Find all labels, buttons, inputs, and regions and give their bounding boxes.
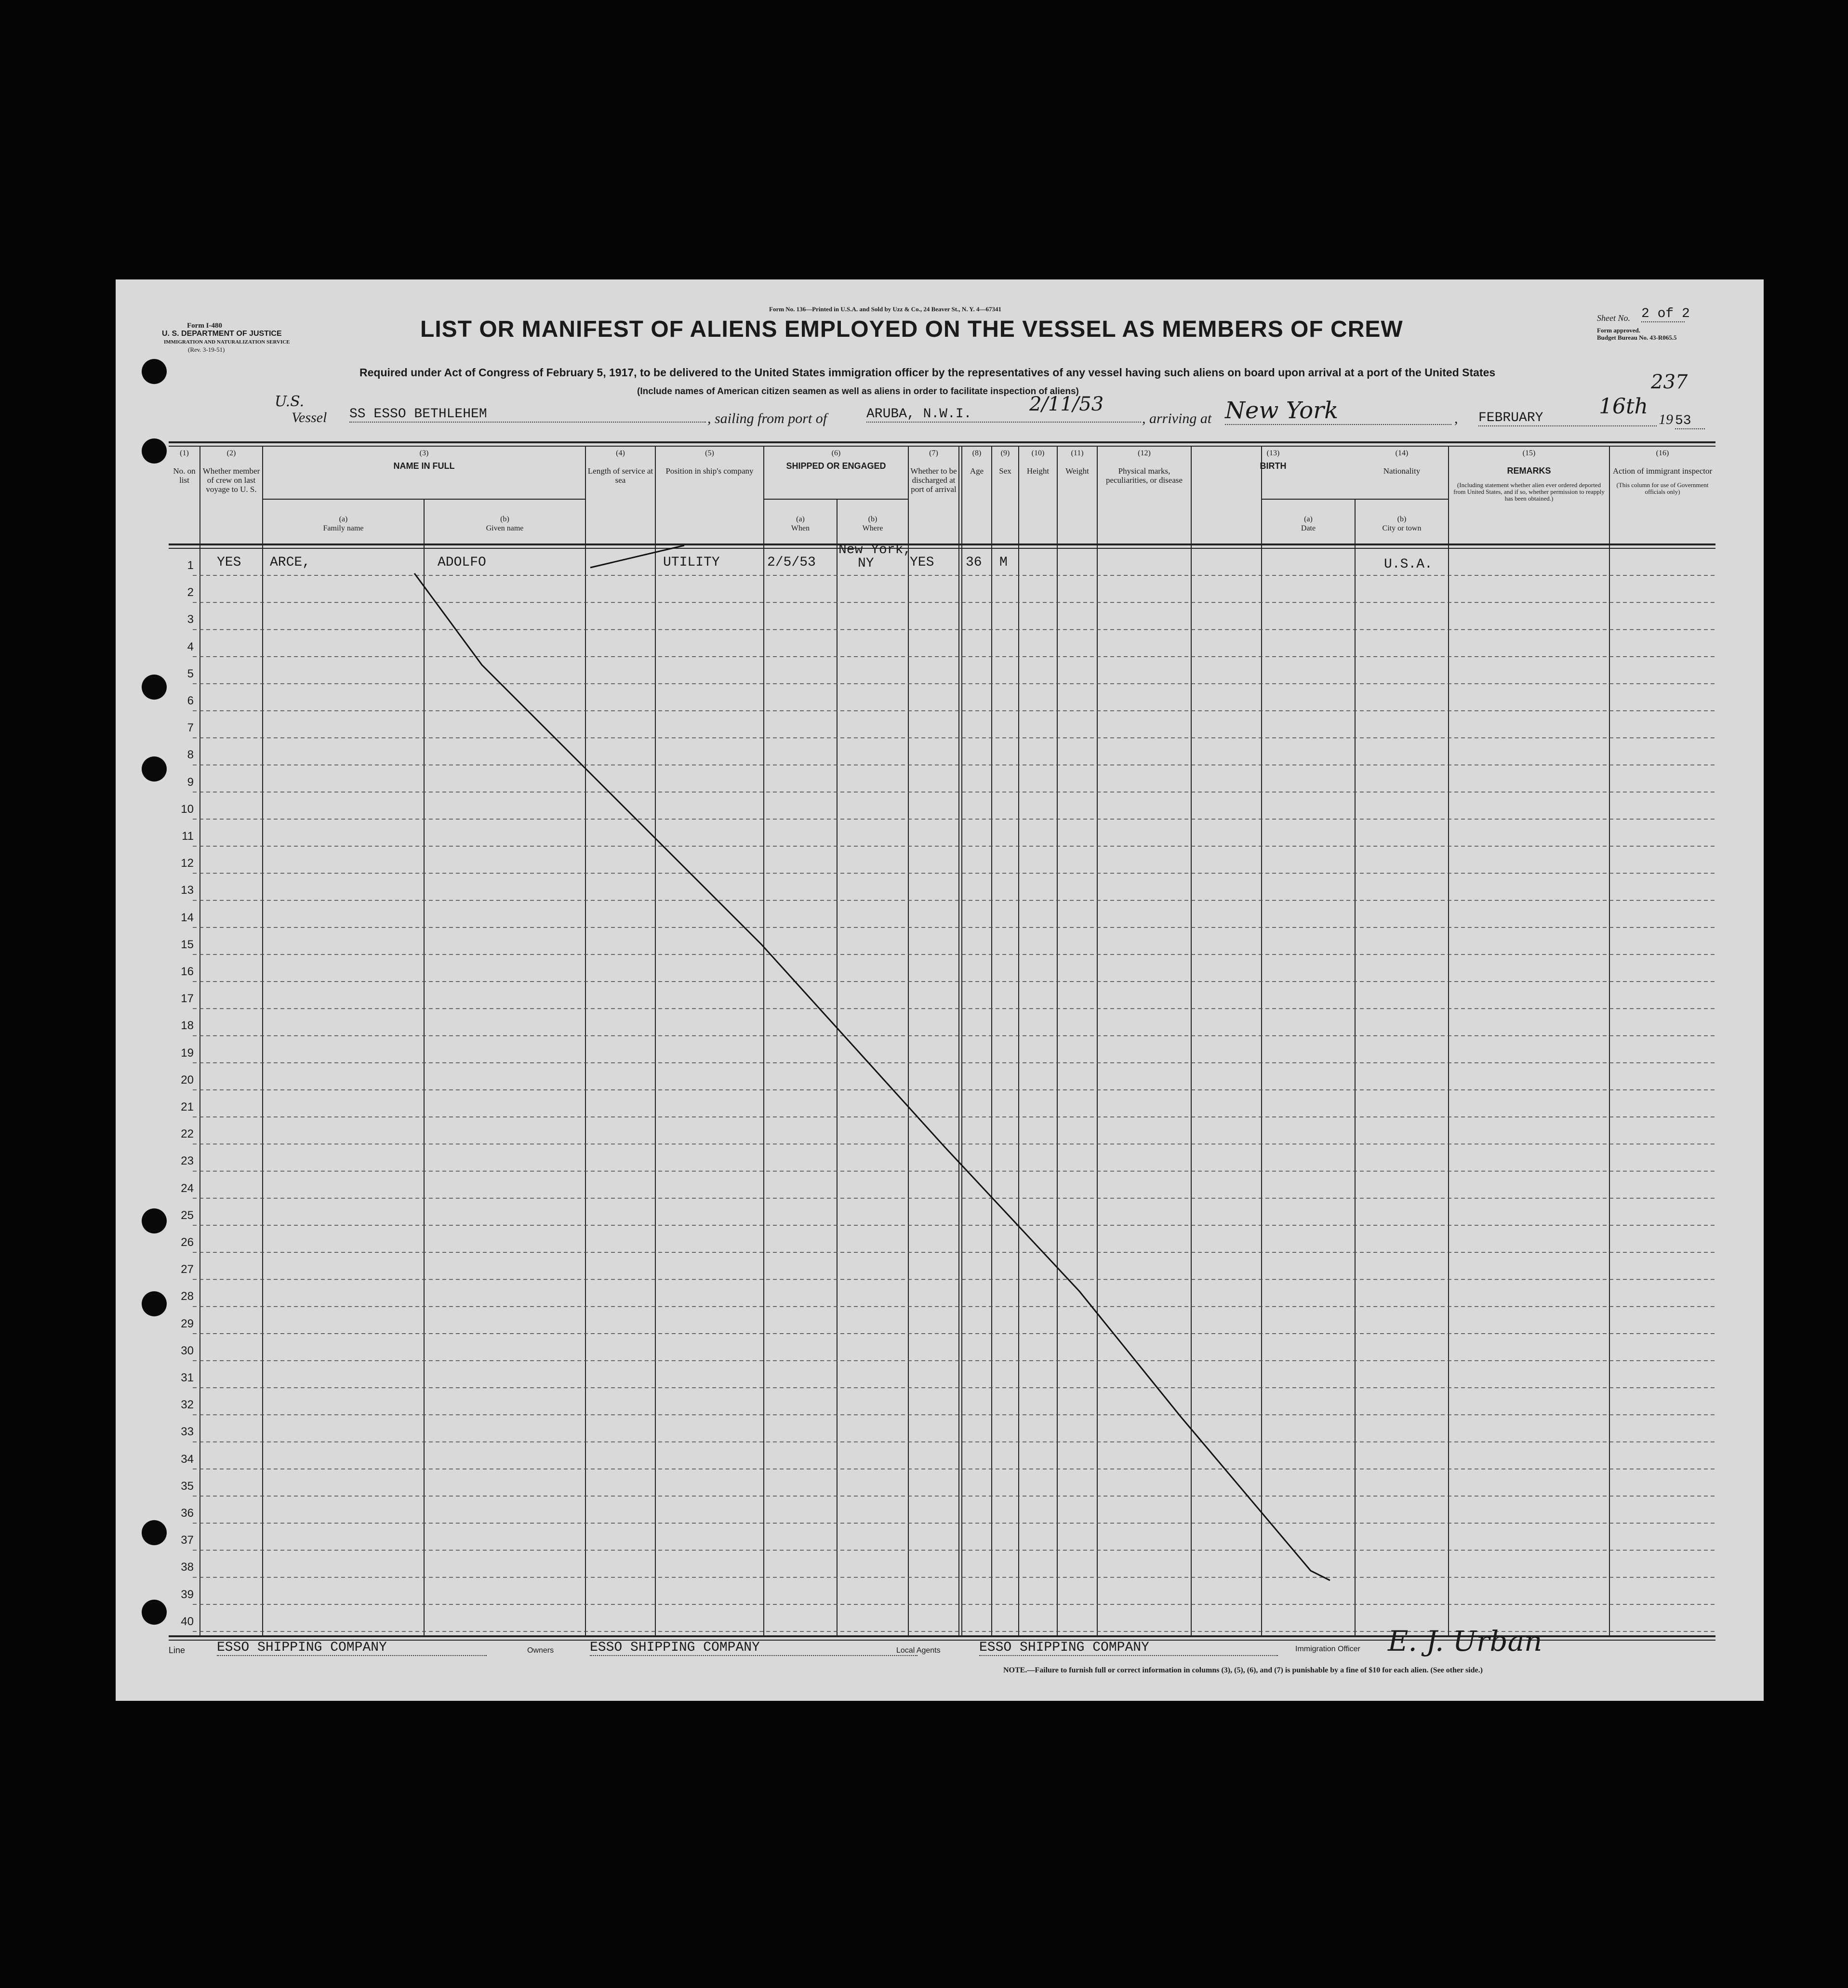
position-cell: UTILITY (663, 555, 720, 570)
row-number: 8 (187, 748, 194, 762)
sheet-number: 2 of 2 (1641, 306, 1690, 321)
sheet-label: Sheet No. (1597, 313, 1630, 323)
row-number: 40 (181, 1615, 194, 1628)
column-number: (16) (1656, 449, 1669, 457)
column-header: SHIPPED OR ENGAGED (786, 461, 886, 471)
column-header: Whether member of crew on last voyage to U. S. (202, 466, 260, 494)
column-header: Sex (999, 466, 1011, 476)
printer-line: Form No. 136—Printed in U.S.A. and Sold by Uzz & Co., 24 Beaver St., N. Y. 4—67341 (769, 305, 1001, 313)
row-number: 20 (181, 1073, 194, 1087)
column-header: Physical marks, peculiarities, or disease (1105, 466, 1183, 485)
row-number: 14 (181, 911, 194, 924)
row-number: 3 (187, 613, 194, 626)
row-number: 38 (181, 1561, 194, 1574)
manifest-sheet: Form I-480 U. S. DEPARTMENT OF JUSTICE IMMIGRATION AND NATURALIZATION SERVICE (Rev. 3-19-51) Form No. 136—Printed in U.S.A. and Sold by Uzz & Co., 24 Beaver St., N. Y. 4—67341 LIST OR MANIFEST OF ALIENS EMPLOYED ON THE VESSEL AS MEMBERS OF CREW Sheet No. 2 of 2 Form approved. Budget Bureau No. 43-R065.5 237 Required under Act of Congress of February 5, 1917, to be delivered to the United States immigration officer by the representatives of any vessel having such aliens on board upon arrival at a port of the United States (Include names of American citizen seamen as well as aliens in order to facilitate inspection of aliens) U.S. Vessel SS ESSO BETHLEHEM , sailing from port of ARUBA, N.W.I. 2/11/53 , arriving at New York , FEBRUARY 16th 19 53 (1) No. on list (2) Whether member of crew on last voyage to U. S. (3) NAME IN FULL (a) Family name (b) Given name (4) Length of service at sea (5) Position in ship's company (6) SHIPPED OR ENGAGED (a) When (b) Where (7) Whether to be discharged at port of arrival (8) Age (9) Sex (10) Height (11) Weight (12) Physical marks, peculiarities, or disease (13) BIRTH (a) Date (b) City or town (14) Nationality (15) REMARKS (Including statement whether alien ever ordered deported from United States, and if so, whether permission to reapply has been obtained.) (16) Action of immigrant inspector (This column for use of Government officials only) 1 2 3 4 5 6 7 8 9 10 11 12 13 14 15 16 17 18 19 20 21 22 23 24 25 26 27 28 29 30 31 32 33 34 35 36 37 38 39 40 YES ARCE, ADOLFO UTILITY 2/5/53 New York, NY YES 36 M U.S.A. Line ESSO SHIPPING COMPANY Owners ESSO SHIPPING COMPANY Local Agents ESSO SHIPPING COMPANY Immigration Officer E. J. Urban NOTE.—Failure to furnish full or correct information in columns (3), (5), (6), and (7) is punishable by a fine of $10 for each alien. (See other side.) (116, 279, 1764, 1701)
row-number: 19 (181, 1046, 194, 1060)
column-number: (3) (419, 449, 429, 457)
row-number: 13 (181, 884, 194, 897)
column-header: Nationality (1383, 466, 1421, 476)
strike-through-line (414, 573, 1330, 1580)
column-header: BIRTH (1260, 461, 1287, 471)
column-number: (4) (616, 449, 625, 457)
form-number: Form I-480 (187, 322, 222, 330)
row-number: 29 (181, 1317, 194, 1330)
column-subheader: (a) Date (1301, 515, 1316, 532)
row-number: 21 (181, 1100, 194, 1113)
column-subheader: (a) When (791, 515, 810, 532)
arrival-year: 53 (1675, 413, 1705, 429)
row-number: 11 (182, 830, 194, 843)
row-number: 10 (181, 802, 194, 816)
officer-signature: E. J. Urban (1388, 1625, 1542, 1657)
page-title: LIST OR MANIFEST OF ALIENS EMPLOYED ON THE VESSEL AS MEMBERS OF CREW (420, 317, 1403, 342)
row-number: 31 (181, 1371, 194, 1384)
column-number: (12) (1138, 449, 1151, 457)
row-number: 27 (181, 1263, 194, 1276)
column-number: (8) (972, 449, 982, 457)
column-subheader: (a) Family name (323, 515, 364, 532)
column-header-note: (Including statement whether alien ever ordered deported from United States, and if so, whether permission to reapply has been obtained.) (1453, 481, 1605, 502)
budget-bureau-number: Budget Bureau No. 43-R065.5 (1597, 334, 1677, 341)
column-number: (11) (1071, 449, 1084, 457)
shipped-when-cell: 2/5/53 (767, 555, 816, 570)
column-number: (7) (929, 449, 938, 457)
row-number: 36 (181, 1507, 194, 1520)
column-header-note: (This column for use of Government officials only) (1616, 481, 1709, 495)
row-number: 4 (187, 640, 194, 653)
age-cell: 36 (966, 555, 982, 570)
column-number: (1) (180, 449, 189, 457)
row-number: 18 (181, 1019, 194, 1033)
page-number: 237 (1651, 371, 1688, 393)
row-number: 2 (187, 586, 194, 599)
column-header: Length of service at sea (587, 466, 653, 485)
row-number: 16 (181, 965, 194, 978)
row-number: 30 (181, 1344, 194, 1357)
column-number: (10) (1031, 449, 1045, 457)
crew-last-voyage-cell: YES (217, 555, 241, 570)
row-number: 5 (187, 667, 194, 680)
row-number: 25 (181, 1208, 194, 1222)
row-number: 32 (181, 1398, 194, 1412)
column-number: (2) (226, 449, 236, 457)
officer-label: Immigration Officer (1295, 1645, 1360, 1653)
shipped-where-cell-line1: New York, (838, 543, 912, 557)
arrival-year-prefix: 19 (1659, 411, 1673, 427)
column-number: (6) (831, 449, 841, 457)
row-number: 23 (181, 1154, 194, 1168)
row-number: 33 (181, 1425, 194, 1439)
arrival-port: New York (1225, 397, 1451, 425)
column-header: NAME IN FULL (393, 461, 455, 471)
column-header: Age (970, 466, 984, 476)
column-number: (13) (1266, 449, 1280, 457)
column-number: (9) (1000, 449, 1010, 457)
sailing-label: , sailing from port of (707, 411, 827, 426)
row-number: 17 (181, 992, 194, 1006)
row-number: 37 (181, 1534, 194, 1547)
sailing-date: 2/11/53 (1029, 393, 1104, 415)
row-number: 28 (181, 1290, 194, 1303)
agents-label: Local Agents (896, 1646, 941, 1655)
row-number: 1 (187, 559, 194, 572)
owners-value: ESSO SHIPPING COMPANY (590, 1640, 917, 1656)
column-subheader: (b) Given name (486, 515, 524, 532)
vessel-name: SS ESSO BETHLEHEM (349, 407, 706, 423)
row-number: 9 (187, 775, 194, 789)
approval-line: Form approved. (1597, 327, 1641, 334)
service-name: IMMIGRATION AND NATURALIZATION SERVICE (164, 339, 290, 345)
line-value: ESSO SHIPPING COMPANY (217, 1640, 487, 1656)
subtitle: Required under Act of Congress of February 5, 1917, to be delivered to the United States immigration officer by the representatives of any vessel having such aliens on board upon arrival at a port of the United States (359, 366, 1496, 379)
row-number: 24 (181, 1181, 194, 1195)
sailing-port: ARUBA, N.W.I. (866, 407, 1141, 423)
row-number: 12 (181, 857, 194, 870)
column-subheader: (b) City or town (1382, 515, 1422, 532)
vessel-label: Vessel (292, 410, 327, 425)
column-header: Weight (1065, 466, 1089, 476)
column-number: (5) (705, 449, 714, 457)
given-name-cell: ADOLFO (438, 555, 486, 570)
row-number: 22 (181, 1127, 194, 1141)
column-header: Position in ship's company (665, 466, 754, 476)
sex-cell: M (999, 555, 1008, 570)
nationality-cell: U.S.A. (1384, 557, 1433, 572)
arrival-month: FEBRUARY (1478, 411, 1657, 426)
shipped-where-cell-line2: NY (858, 556, 874, 571)
agency-name: U. S. DEPARTMENT OF JUSTICE (162, 330, 282, 338)
family-name-cell: ARCE, (270, 555, 311, 570)
vessel-prefix: U.S. (275, 393, 305, 410)
subtitle-note: (Include names of American citizen seamen as well as aliens in order to facilitate inspection of aliens) (637, 386, 1079, 397)
discharged-cell: YES (910, 555, 934, 570)
row-number: 35 (181, 1479, 194, 1493)
column-number: (15) (1522, 449, 1536, 457)
row-number: 34 (181, 1452, 194, 1466)
column-header: REMARKS (1507, 466, 1551, 476)
arriving-label: , arriving at (1142, 411, 1212, 426)
column-subheader: (b) Where (862, 515, 883, 532)
footer-note: NOTE.—Failure to furnish full or correct information in columns (3), (5), (6), and (7) is punishable by a fine of $10 for each alien. (See other side.) (1003, 1666, 1483, 1674)
row-number: 15 (181, 938, 194, 951)
row-number: 6 (187, 694, 194, 707)
row-number: 7 (187, 721, 194, 735)
owners-label: Owners (527, 1646, 554, 1655)
revision-date: (Rev. 3-19-51) (188, 346, 225, 353)
row-number: 26 (181, 1236, 194, 1249)
row-number: 39 (181, 1588, 194, 1601)
column-header: No. on list (173, 466, 196, 485)
column-number: (14) (1395, 449, 1409, 457)
arrival-day: 16th (1599, 394, 1649, 419)
column-header: Height (1026, 466, 1050, 476)
column-header: Whether to be discharged at port of arrival (910, 466, 957, 494)
column-header: Action of immigrant inspector (1612, 466, 1713, 476)
line-label: Line (169, 1645, 186, 1655)
agents-value: ESSO SHIPPING COMPANY (979, 1640, 1278, 1656)
